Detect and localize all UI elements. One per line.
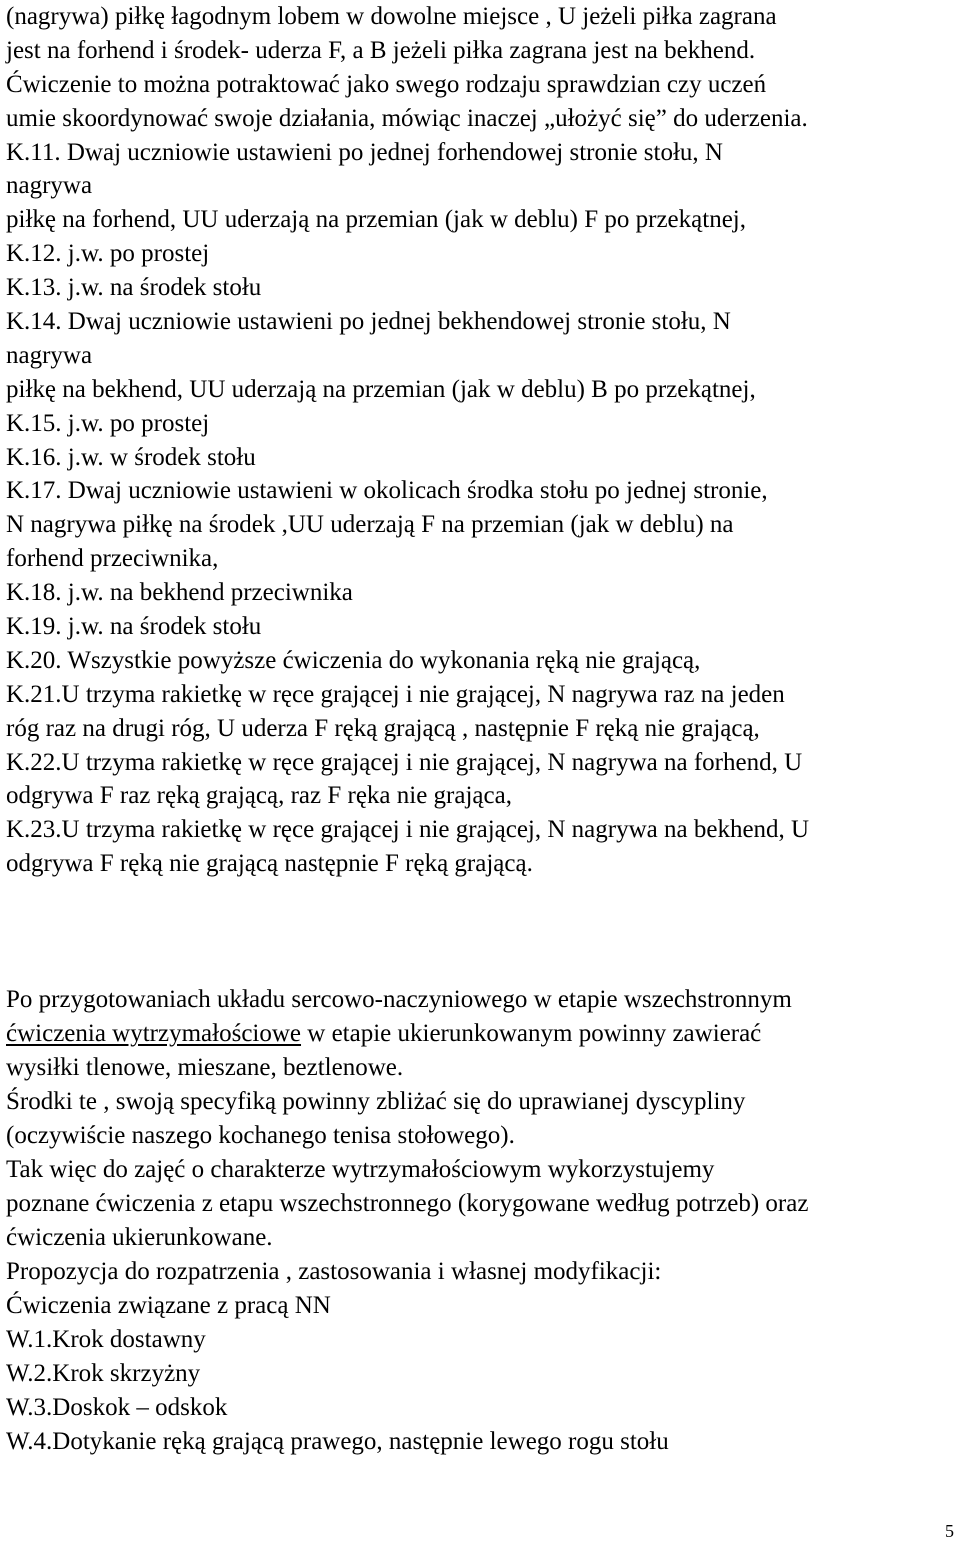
text-line: nagrywa [6,341,93,369]
exercise-w1: W.1.Krok dostawny [6,1326,206,1353]
text-line: Tak więc do zajęć o charakterze wytrzymałościowym wykorzystujemy [6,1156,715,1183]
exercise-w3: W.3.Doskok – odskok [6,1394,228,1421]
text-line: (oczywiście naszego kochanego tenisa stołowego). [6,1122,515,1149]
text-line [6,1017,956,1051]
text-line: Ćwiczenie to można potraktować jako swego rodzaju sprawdzian czy uczeń [6,70,767,98]
text-line: róg raz na drugi róg, U uderza F ręką grającą , następnie F ręką nie grającą, [6,714,760,742]
exercise-list-section [6,0,956,881]
exercise-k20: K.20. Wszystkie powyższe ćwiczenia do wykonania ręką nie grającą, [6,646,701,674]
text-line: piłkę na forhend, UU uderzają na przemian (jak w deblu) F po przekątnej, [6,206,746,234]
exercise-k22: K.22.U trzyma rakietkę w ręce grającej i nie grającej, N nagrywa na forhend, U [6,748,803,776]
exercise-k11: K.11. Dwaj uczniowie ustawieni po jednej forhendowej stronie stołu, N [6,138,723,166]
text-line: odgrywa F ręką nie grającą następnie F ręką grającą. [6,850,533,878]
exercise-k14: K.14. Dwaj uczniowie ustawieni po jednej bekhendowej stronie stołu, N [6,308,731,336]
exercise-k12: K.12. j.w. po prostej [6,240,210,268]
text-line: odgrywa F raz ręką grającą, raz F ręka nie grająca, [6,782,512,810]
text-line: piłkę na bekhend, UU uderzają na przemian (jak w deblu) B po przekątnej, [6,375,756,403]
text-line: Propozycja do rozpatrzenia , zastosowania i własnej modyfikacji: [6,1258,662,1285]
endurance-section [6,983,956,1459]
text-line: nagrywa [6,172,93,200]
exercise-k19: K.19. j.w. na środek stołu [6,613,262,641]
text-line: Po przygotowaniach układu sercowo-naczyniowego w etapie wszechstronnym [6,986,792,1013]
page-number: 5 [945,1521,954,1541]
exercise-k15: K.15. j.w. po prostej [6,409,210,437]
text-span: w etapie ukierunkowanym powinny zawierać [301,1020,762,1047]
text-line: ćwiczenia ukierunkowane. [6,1224,273,1251]
text-line: poznane ćwiczenia z etapu wszechstronnego (korygowane według potrzeb) oraz [6,1190,809,1217]
exercise-k23: K.23.U trzyma rakietkę w ręce grającej i nie grającej, N nagrywa na bekhend, U [6,816,810,844]
exercise-w2: W.2.Krok skrzyżny [6,1360,201,1387]
text-line: N nagrywa piłkę na środek ,UU uderzają F na przemian (jak w deblu) na [6,511,734,539]
exercise-k13: K.13. j.w. na środek stołu [6,274,262,302]
exercise-k16: K.16. j.w. w środek stołu [6,443,256,471]
list-heading: Ćwiczenia związane z pracą NN [6,1292,331,1319]
underlined-term: ćwiczenia wytrzymałościowe [6,1020,302,1047]
text-line: jest na forhend i środek- uderza F, a B jeżeli piłka zagrana jest na bekhend. [6,36,756,64]
exercise-w4: W.4.Dotykanie ręką grającą prawego, następnie lewego rogu stołu [6,1428,669,1455]
text-line: wysiłki tlenowe, mieszane, beztlenowe. [6,1054,404,1081]
exercise-k18: K.18. j.w. na bekhend przeciwnika [6,579,353,607]
exercise-k21: K.21.U trzyma rakietkę w ręce grającej i nie grającej, N nagrywa raz na jeden [6,680,785,708]
text-line: (nagrywa) piłkę łagodnym lobem w dowolne miejsce , U jeżeli piłka zagrana [6,3,777,30]
text-line: forhend przeciwnika, [6,545,219,573]
text-line: umie skoordynować swoje działania, mówiąc inaczej „ułożyć się” do uderzenia. [6,104,808,132]
exercise-k17: K.17. Dwaj uczniowie ustawieni w okolicach środka stołu po jednej stronie, [6,477,768,505]
text-line: Środki te , swoją specyfiką powinny zbliżać się do uprawianej dyscypliny [6,1088,746,1115]
